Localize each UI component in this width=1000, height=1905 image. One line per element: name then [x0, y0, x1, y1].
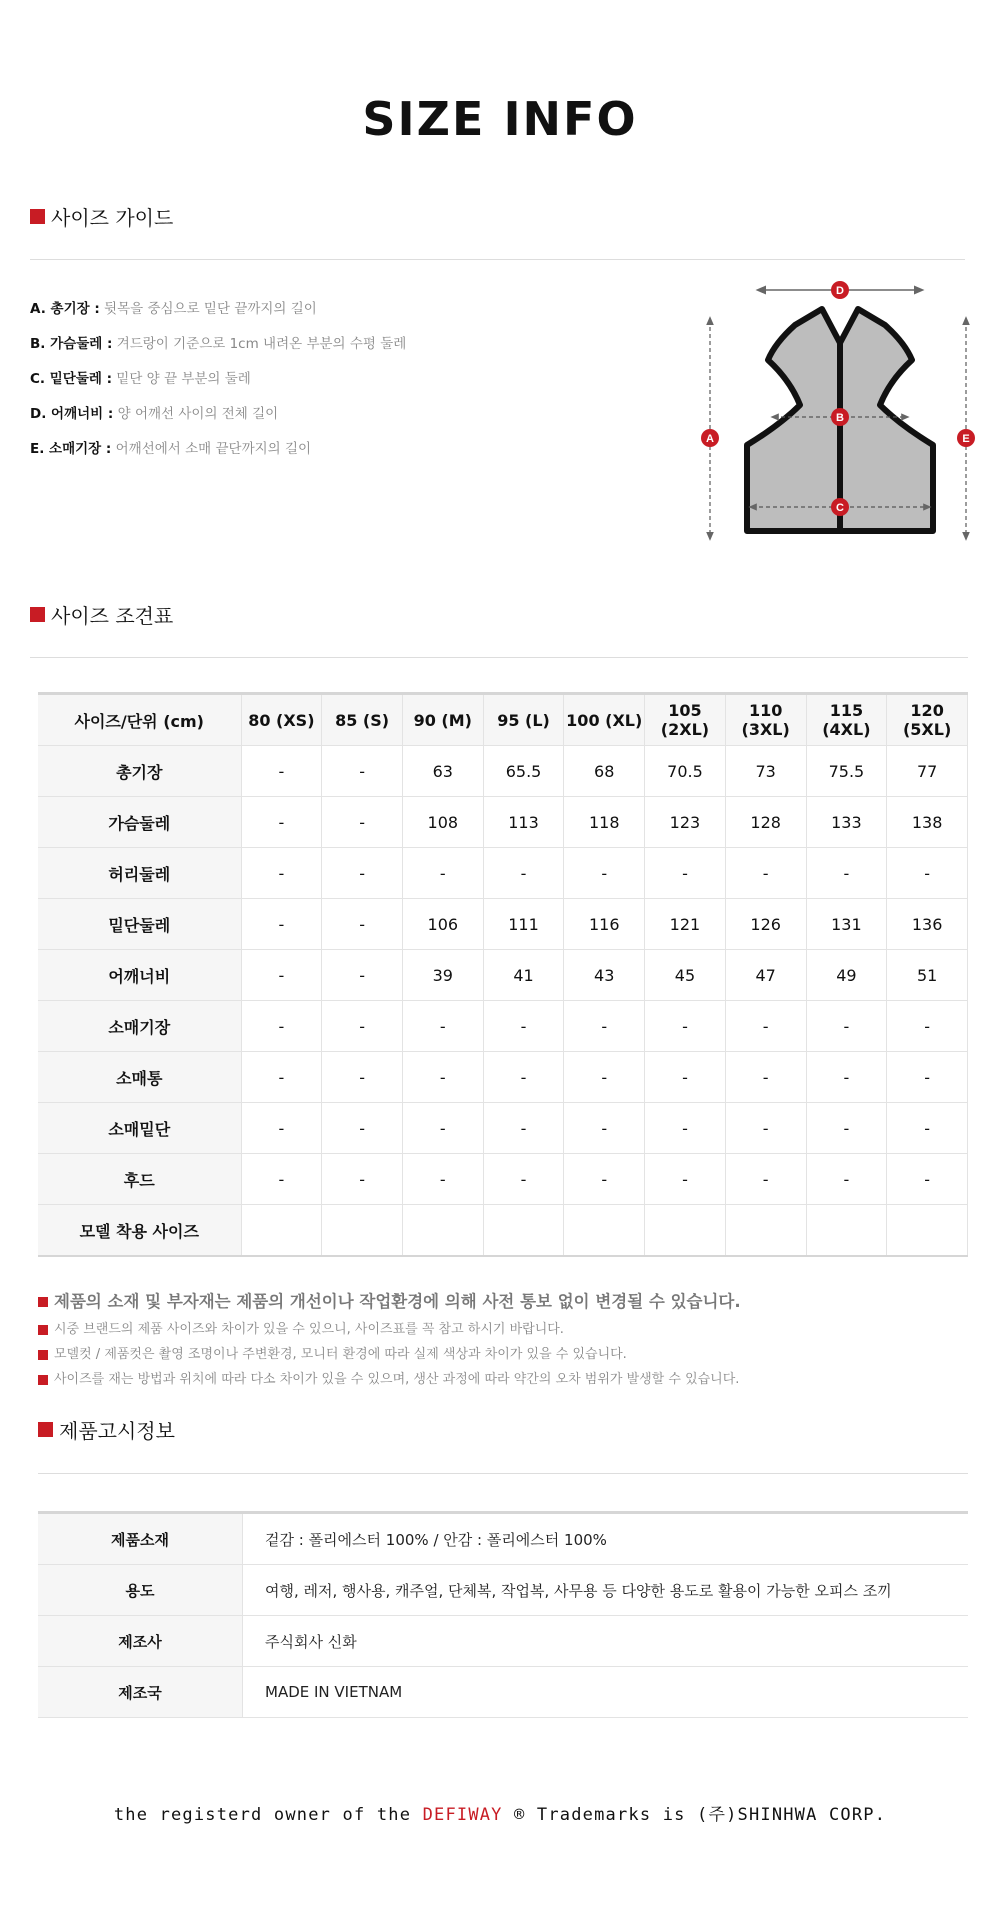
table-header-row	[38, 694, 968, 746]
table-cell: -	[887, 1154, 968, 1205]
table-cell: -	[725, 1103, 806, 1154]
notice-item	[38, 1317, 741, 1342]
row-header: 후드	[38, 1154, 241, 1205]
bullet-icon	[38, 1297, 48, 1307]
size-guide-list	[30, 292, 406, 467]
table-row	[38, 899, 968, 950]
table-row	[38, 1616, 968, 1667]
table-row	[38, 1667, 968, 1718]
section-heading-size-table	[30, 600, 173, 629]
table-cell: -	[725, 1001, 806, 1052]
table-row	[38, 1565, 968, 1616]
table-row	[38, 746, 968, 797]
section-marker-icon	[30, 209, 45, 224]
table-cell: -	[483, 1103, 564, 1154]
section-heading-size-guide	[30, 202, 173, 231]
info-value: 겉감 : 폴리에스터 100% / 안감 : 폴리에스터 100%	[243, 1513, 969, 1565]
guide-key: B. 가슴둘레 :	[30, 336, 113, 352]
table-cell: -	[645, 1001, 726, 1052]
table-cell: -	[322, 950, 403, 1001]
label-d	[831, 281, 849, 299]
info-label: 제조국	[38, 1667, 243, 1718]
notice-item	[38, 1367, 741, 1392]
table-cell: -	[322, 1154, 403, 1205]
bullet-icon	[38, 1325, 48, 1335]
table-cell: 39	[402, 950, 483, 1001]
table-row	[38, 1103, 968, 1154]
notice-text: 시중 브랜드의 제품 사이즈와 차이가 있을 수 있으니, 사이즈표를 꼭 참고 하시기 바랍니다.	[54, 1322, 564, 1337]
guide-desc: 양 어깨선 사이의 전체 길이	[117, 406, 279, 422]
table-cell: -	[887, 1052, 968, 1103]
notice-list	[38, 1287, 741, 1392]
column-header: 115 (4XL)	[806, 694, 887, 746]
table-cell: 68	[564, 746, 645, 797]
row-header: 허리둘레	[38, 848, 241, 899]
table-cell: 133	[806, 797, 887, 848]
table-cell: -	[241, 1154, 322, 1205]
table-cell: 138	[887, 797, 968, 848]
table-cell: -	[564, 1103, 645, 1154]
row-header: 밑단둘레	[38, 899, 241, 950]
guide-desc: 어깨선에서 소매 끝단까지의 길이	[115, 441, 312, 457]
footer-prefix: the registerd owner of the	[113, 1805, 423, 1825]
table-row	[38, 1001, 968, 1052]
table-cell: -	[806, 1052, 887, 1103]
table-cell: 77	[887, 746, 968, 797]
info-label: 제조사	[38, 1616, 243, 1667]
product-info-table	[38, 1511, 968, 1718]
table-cell	[887, 1205, 968, 1257]
page-title: SIZE INFO	[362, 92, 638, 146]
table-cell: -	[645, 848, 726, 899]
table-cell: -	[241, 746, 322, 797]
trademark-footer	[0, 1800, 1000, 1825]
guide-key: A. 총기장 :	[30, 301, 100, 317]
table-row	[38, 797, 968, 848]
table-row	[38, 1154, 968, 1205]
column-header: 110 (3XL)	[725, 694, 806, 746]
table-cell	[483, 1205, 564, 1257]
info-label: 제품소재	[38, 1513, 243, 1565]
table-cell: -	[402, 1154, 483, 1205]
table-cell: 128	[725, 797, 806, 848]
label-e	[957, 429, 975, 447]
table-cell: -	[322, 899, 403, 950]
guide-desc: 뒷목을 중심으로 밑단 끝까지의 길이	[104, 301, 317, 317]
guide-desc: 겨드랑이 기준으로 1cm 내려온 부분의 수평 둘레	[116, 336, 407, 352]
notice-item	[38, 1342, 741, 1367]
table-cell: 123	[645, 797, 726, 848]
guide-key: C. 밑단둘레 :	[30, 371, 112, 387]
table-cell: 47	[725, 950, 806, 1001]
table-cell: -	[564, 1001, 645, 1052]
table-cell: 51	[887, 950, 968, 1001]
table-cell: -	[645, 1103, 726, 1154]
guide-item	[30, 292, 406, 327]
table-cell: -	[645, 1052, 726, 1103]
table-row	[38, 1205, 968, 1257]
column-header: 95 (L)	[483, 694, 564, 746]
table-cell: 111	[483, 899, 564, 950]
table-cell: -	[241, 797, 322, 848]
table-cell: 43	[564, 950, 645, 1001]
table-cell: -	[806, 848, 887, 899]
table-cell: 49	[806, 950, 887, 1001]
column-header: 80 (XS)	[241, 694, 322, 746]
table-cell: 75.5	[806, 746, 887, 797]
svg-text:A: A	[706, 433, 714, 445]
section-marker-icon	[38, 1422, 53, 1437]
table-cell: -	[645, 1154, 726, 1205]
table-cell: 118	[564, 797, 645, 848]
table-cell: 108	[402, 797, 483, 848]
row-header: 모델 착용 사이즈	[38, 1205, 241, 1257]
table-cell: -	[887, 1001, 968, 1052]
table-cell: -	[564, 1052, 645, 1103]
info-label: 용도	[38, 1565, 243, 1616]
table-cell: 121	[645, 899, 726, 950]
row-header: 가슴둘레	[38, 797, 241, 848]
svg-text:C: C	[836, 502, 844, 514]
table-cell: -	[564, 848, 645, 899]
table-cell: 113	[483, 797, 564, 848]
table-cell: -	[483, 1001, 564, 1052]
table-cell: -	[322, 848, 403, 899]
table-cell: -	[241, 899, 322, 950]
guide-item	[30, 327, 406, 362]
table-cell	[241, 1205, 322, 1257]
table-cell: -	[887, 848, 968, 899]
column-header: 105 (2XL)	[645, 694, 726, 746]
table-cell: -	[402, 848, 483, 899]
table-cell: -	[402, 1001, 483, 1052]
guide-item	[30, 397, 406, 432]
footer-brand: DEFIWAY	[422, 1805, 503, 1825]
section-heading-product-info	[38, 1415, 175, 1444]
vest-measurement-diagram	[690, 275, 990, 545]
column-header: 85 (S)	[322, 694, 403, 746]
table-cell: 116	[564, 899, 645, 950]
info-value: 주식회사 신화	[243, 1616, 969, 1667]
table-cell: 126	[725, 899, 806, 950]
svg-text:E: E	[962, 433, 970, 445]
table-cell: 41	[483, 950, 564, 1001]
table-cell	[806, 1205, 887, 1257]
info-value: 여행, 레저, 행사용, 캐주얼, 단체복, 작업복, 사무용 등 다양한 용도로 활용이 가능한 오피스 조끼	[243, 1565, 969, 1616]
table-cell: -	[806, 1154, 887, 1205]
label-c	[831, 498, 849, 516]
notice-text: 제품의 소재 및 부자재는 제품의 개선이나 작업환경에 의해 사전 통보 없이 변경될 수 있습니다.	[54, 1292, 741, 1311]
table-cell	[645, 1205, 726, 1257]
table-cell: 73	[725, 746, 806, 797]
bullet-icon	[38, 1350, 48, 1360]
row-header: 총기장	[38, 746, 241, 797]
section-heading-label: 사이즈 가이드	[51, 206, 174, 230]
table-cell: -	[402, 1103, 483, 1154]
column-header: 120 (5XL)	[887, 694, 968, 746]
column-header: 90 (M)	[402, 694, 483, 746]
notice-text: 사이즈를 재는 방법과 위치에 따라 다소 차이가 있을 수 있으며, 생산 과정에 따라 약간의 오차 범위가 발생할 수 있습니다.	[54, 1372, 740, 1387]
guide-item	[30, 362, 406, 397]
svg-text:D: D	[836, 285, 844, 297]
table-cell: -	[241, 848, 322, 899]
guide-desc: 밑단 양 끝 부분의 둘레	[116, 371, 251, 387]
bullet-icon	[38, 1375, 48, 1385]
row-header: 소매기장	[38, 1001, 241, 1052]
table-cell	[725, 1205, 806, 1257]
row-header: 소매밑단	[38, 1103, 241, 1154]
table-cell: 106	[402, 899, 483, 950]
guide-key: E. 소매기장 :	[30, 441, 112, 457]
table-cell: -	[241, 950, 322, 1001]
table-cell: -	[241, 1001, 322, 1052]
table-cell: 65.5	[483, 746, 564, 797]
table-cell: -	[483, 848, 564, 899]
table-row	[38, 848, 968, 899]
label-b	[831, 408, 849, 426]
divider	[30, 657, 968, 658]
table-row	[38, 1513, 968, 1565]
svg-text:B: B	[836, 412, 844, 424]
table-row	[38, 1052, 968, 1103]
notice-text: 모델컷 / 제품컷은 촬영 조명이나 주변환경, 모니터 환경에 따라 실제 색상과 차이가 있을 수 있습니다.	[54, 1347, 627, 1362]
table-cell	[564, 1205, 645, 1257]
table-cell: -	[241, 1103, 322, 1154]
table-cell: -	[564, 1154, 645, 1205]
table-cell: -	[483, 1154, 564, 1205]
section-heading-label: 사이즈 조견표	[51, 604, 174, 628]
table-cell: 136	[887, 899, 968, 950]
table-cell: 45	[645, 950, 726, 1001]
table-cell: -	[322, 1103, 403, 1154]
notice-main	[38, 1287, 741, 1317]
table-cell	[402, 1205, 483, 1257]
table-row	[38, 950, 968, 1001]
divider	[30, 259, 965, 260]
column-header: 사이즈/단위 (cm)	[38, 694, 241, 746]
table-cell: -	[725, 1154, 806, 1205]
label-a	[701, 429, 719, 447]
table-cell: -	[241, 1052, 322, 1103]
guide-key: D. 어깨너비 :	[30, 406, 114, 422]
section-heading-label: 제품고시정보	[59, 1419, 175, 1443]
table-cell: -	[322, 1052, 403, 1103]
table-cell: -	[725, 1052, 806, 1103]
footer-suffix: ® Trademarks is (주)SHINHWA CORP.	[502, 1805, 887, 1825]
table-cell: -	[322, 797, 403, 848]
divider	[38, 1473, 968, 1474]
table-cell: -	[806, 1001, 887, 1052]
table-cell	[322, 1205, 403, 1257]
table-cell: -	[322, 1001, 403, 1052]
info-value: MADE IN VIETNAM	[243, 1667, 969, 1718]
column-header: 100 (XL)	[564, 694, 645, 746]
table-cell: -	[725, 848, 806, 899]
table-cell: 63	[402, 746, 483, 797]
table-cell: -	[402, 1052, 483, 1103]
section-marker-icon	[30, 607, 45, 622]
guide-item	[30, 432, 406, 467]
size-chart-table	[38, 692, 968, 1257]
table-cell: -	[887, 1103, 968, 1154]
row-header: 소매통	[38, 1052, 241, 1103]
table-cell: 70.5	[645, 746, 726, 797]
table-cell: 131	[806, 899, 887, 950]
table-cell: -	[483, 1052, 564, 1103]
table-cell: -	[806, 1103, 887, 1154]
row-header: 어깨너비	[38, 950, 241, 1001]
table-cell: -	[322, 746, 403, 797]
